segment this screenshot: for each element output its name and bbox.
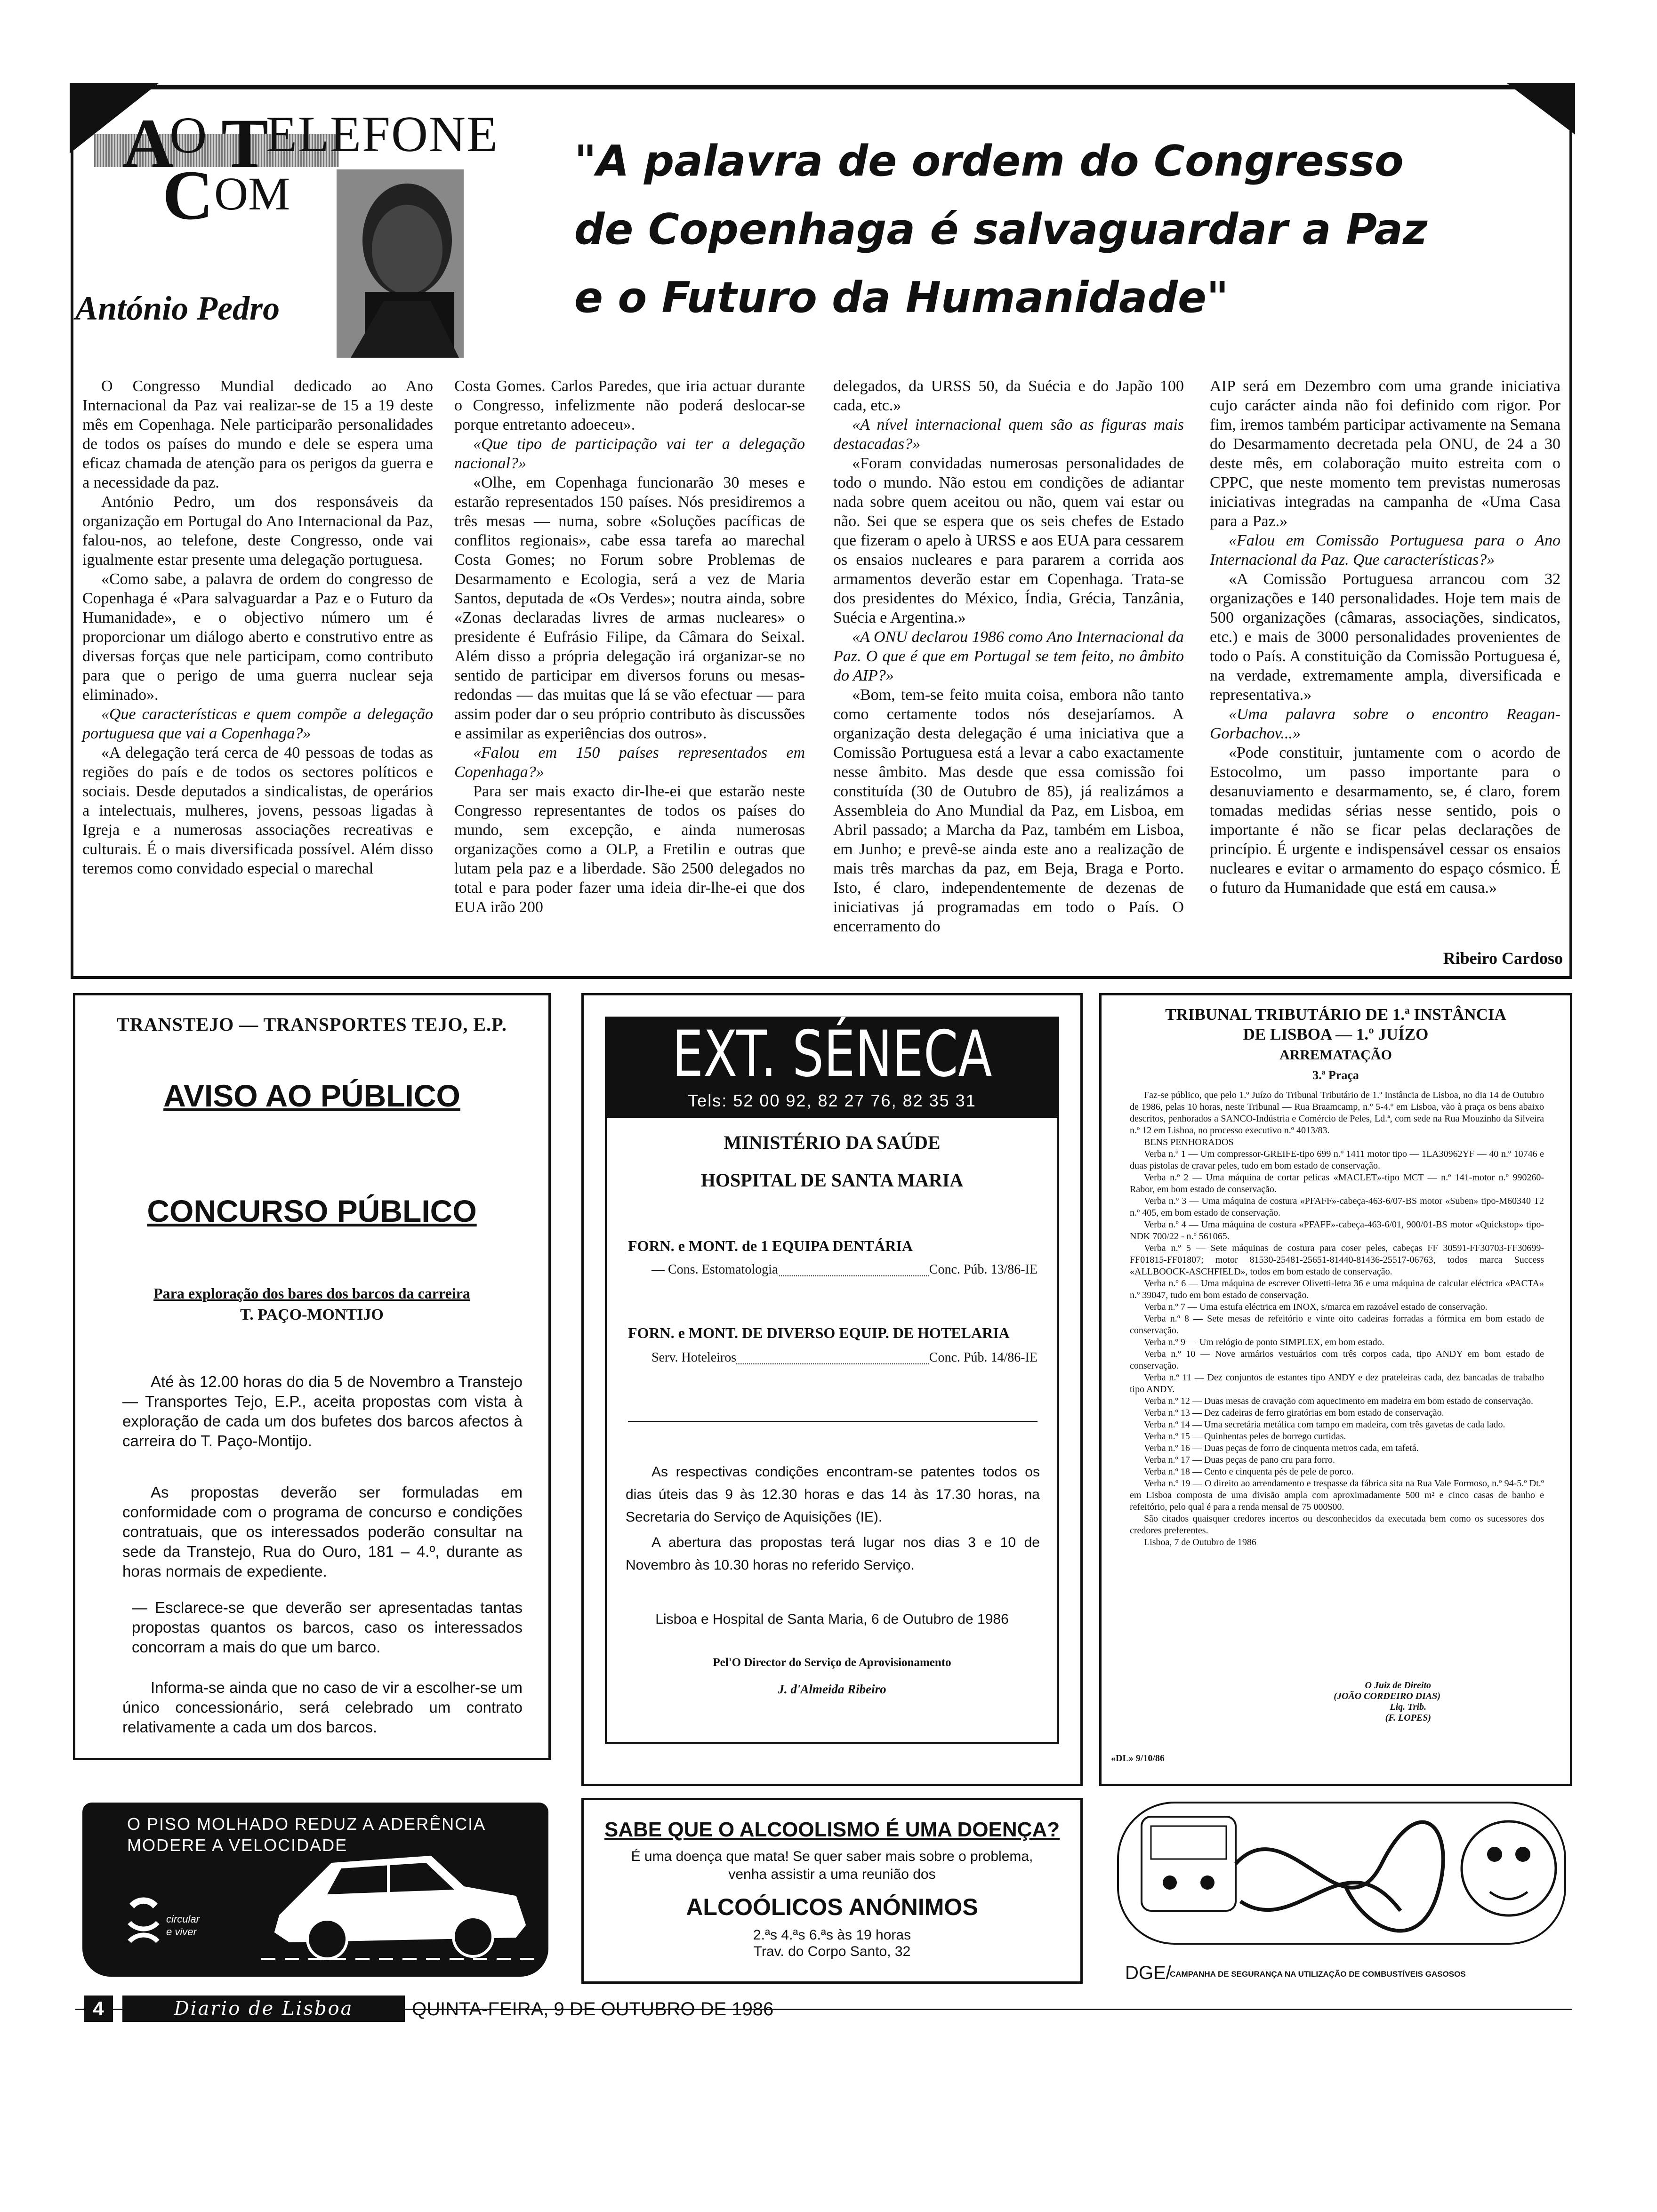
saude-item2-service: Serv. Hoteleiros: [652, 1350, 737, 1365]
gas-safety-illustration: [1099, 1798, 1572, 1953]
tribunal-ad: [1099, 993, 1572, 1786]
tribunal-body: [1130, 1090, 1544, 1548]
article-col2-paragraph: «Falou em 150 países representados em Copenhaga?»: [454, 744, 805, 781]
newspaper-name: Diario de Lisboa: [122, 1996, 405, 2022]
tribunal-paragraph: Verba n.º 16 — Duas peças de forro de cinquenta metros cada, em tafetá.: [1144, 1443, 1419, 1453]
saude-place-date: Lisboa e Hospital de Santa Maria, 6 de Outubro de 1986: [655, 1611, 1009, 1627]
tribunal-paragraph: Verba n.º 17 — Duas peças de pano cru para forro.: [1144, 1455, 1335, 1465]
tribunal-paragraph: BENS PENHORADOS: [1144, 1137, 1234, 1147]
saude-para-1: As respectivas condições encontram-se patentes todos os dias úteis das 9 às 12.30 horas e das 14 às 17.30 horas, na Secretaria do Serviço de Aquisições (IE).: [626, 1464, 1040, 1525]
tribunal-paragraph: São citados quaisquer credores incertos ou desconhecidos da executada bem como os sucessores dos credores preferentes.: [1130, 1514, 1544, 1536]
article-col4-paragraph: AIP será em Dezembro com uma grande iniciativa cujo carácter ainda não foi definido com rigor. Por fim, iremos também participar activamente na Semana do Desarmamento decretada pela ONU, de 24 a 30 deste mês, em colaboração muito estreita com o CPPC, que neste momento tem previstas numerosas iniciativas integradas na campanha de «Uma Casa para a Paz.»: [1210, 377, 1560, 530]
tribunal-paragraph: Verba n.º 11 — Dez conjuntos de estantes tipo ANDY e dez prateleiras cada, dez bancadas de trabalho tipo ANDY.: [1130, 1372, 1544, 1395]
transtejo-title-concurso: CONCURSO PÚBLICO: [147, 1194, 477, 1228]
page-number: 4: [84, 1996, 113, 2022]
article-col3-paragraph: delegados, da URSS 50, da Suécia e do Japão 100 cada, etc.»: [833, 377, 1184, 414]
article-col2-paragraph: «Que tipo de participação vai ter a delegação nacional?»: [454, 435, 805, 472]
kicker-letter-a: A: [122, 104, 174, 183]
piso-line-2: MODERE A VELOCIDADE: [127, 1835, 348, 1855]
tribunal-paragraph: Verba n.º 18 — Cento e cinquenta pés de pele de porco.: [1144, 1467, 1354, 1477]
circular-logo-icon: [125, 1894, 162, 1946]
tribunal-sig-1: O Juiz de Direito: [1365, 1680, 1431, 1691]
seneca-ad: [605, 1017, 1059, 1118]
alcool-name: ALCOÓLICOS ANÓNIMOS: [686, 1894, 978, 1920]
transtejo-ad: [73, 993, 551, 1760]
alcool-line-2: venha assistir a uma reunião dos: [728, 1867, 936, 1882]
article-signature: Ribeiro Cardoso: [1443, 949, 1563, 968]
headline: [574, 127, 1539, 332]
seneca-phones: Tels: 52 00 92, 82 27 76, 82 35 31: [688, 1091, 976, 1110]
piso-line-1: O PISO MOLHADO REDUZ A ADERÊNCIA: [127, 1814, 486, 1834]
tribunal-paragraph: Verba n.º 14 — Uma secretária metálica com tampo em madeira, com três gavetas de cada lado.: [1144, 1419, 1505, 1430]
article-top-rule: [122, 85, 1572, 89]
article-column-2: [454, 377, 805, 917]
saude-item1-service: — Cons. Estomatologia: [652, 1262, 778, 1277]
saude-signer: J. d'Almeida Ribeiro: [778, 1682, 886, 1696]
saude-hospital: HOSPITAL DE SANTA MARIA: [700, 1170, 964, 1191]
person-name: António Pedro: [75, 289, 280, 327]
tribunal-title-1: TRIBUNAL TRIBUTÁRIO DE 1.ª INSTÂNCIA: [1165, 1005, 1506, 1024]
tribunal-title-4: 3.ª Praça: [1312, 1068, 1359, 1082]
article-col4-paragraph: «Uma palavra sobre o encontro Reagan-Gorbachov...»: [1210, 705, 1560, 742]
headline-line-2: de Copenhaga é salvaguardar a Paz: [574, 205, 1428, 254]
article-column-4: [1210, 377, 1560, 898]
article-col1-paragraph: «A delegação terá cerca de 40 pessoas de todas as regiões do país e de todos os sectores políticos e sociais. Desde deputados a sindicalistas, de operários a intelectuais, mulheres, jovens, pessoas ligadas à Igreja e a numerosas associações recreativas e culturais. É o mais diversificada possível. Além disso teremos como convidado especial o marechal: [82, 744, 433, 877]
article-col4-paragraph: «A Comissão Portuguesa arrancou com 32 organizações e 140 personalidades. Hoje tem mais de 500 organizações (câmaras, associações, sindicatos, etc.) e mais de 3000 personalidades provenientes de todo o País. A constituição da Comissão Portuguesa é, na verdade, extremamente ampla, diversificada e representativa.»: [1210, 570, 1560, 704]
article-col3-paragraph: «Foram convidadas numerosas personalidades de todo o mundo. Não estou em condições de adiantar nada sobre quem aceitou ou não, quem vai estar ou não. Sei que se espera que os seis chefes de Estado que fizeram o apelo à URSS e aos EUA para cessarem os ensaios nucleares e para pararem a corrida aos armamentos deverão estar em Copenhaga. Trata-se dos presidentes do México, Índia, Grécia, Tanzânia, Suécia e Argentina.»: [833, 455, 1184, 626]
tribunal-sig-2: (JOÃO CORDEIRO DIAS): [1334, 1691, 1440, 1701]
saude-divider: [628, 1421, 1038, 1422]
article-col2-paragraph: Para ser mais exacto dir-lhe-ei que estarão neste Congresso representantes de todos os países do mundo, sem excepção, e ainda numerosas organizações como a OLP, a Fretilin e outras que lutam pela paz e a liberdade. São 2500 delegados no total e para poder fazer uma ideia dir-lhe-ei que dos EUA irão 200: [454, 783, 805, 916]
tribunal-title-3: ARREMATAÇÃO: [1279, 1047, 1392, 1063]
tribunal-paragraph: Verba n.º 15 — Quinhentas peles de borrego curtidas.: [1144, 1431, 1346, 1442]
saude-item1-line: [652, 1262, 1038, 1276]
transtejo-org: TRANSTEJO — TRANSPORTES TEJO, E.P.: [117, 1014, 507, 1035]
headline-line-1: "A palavra de ordem do Congresso: [574, 136, 1404, 186]
tribunal-paragraph: Verba n.º 10 — Nove armários vestuários com três corpos cada, tipo ANDY em bom estado de conservação.: [1130, 1349, 1544, 1371]
tribunal-sig-4: (F. LOPES): [1385, 1713, 1431, 1723]
article-col1-paragraph: «Que características e quem compõe a delegação portuguesa que vai a Copenhaga?»: [82, 705, 433, 742]
tribunal-paragraph: Verba n.º 9 — Um relógio de ponto SIMPLEX, em bom estado.: [1144, 1337, 1384, 1347]
transtejo-subtitle-1: Para exploração dos bares dos barcos da carreira: [153, 1285, 470, 1302]
kicker-letter-t: T: [221, 104, 269, 183]
dge-tagline: CAMPANHA DE SEGURANÇA NA UTILIZAÇÃO DE COMBUSTÍVEIS GASOSOS: [1170, 1970, 1466, 1979]
tribunal-paragraph: Verba n.º 2 — Uma máquina de cortar pelicas «MACLET»-tipo MCT — n.º 141-motor n.º 990260-Rabor, em bom estado de conservação.: [1130, 1172, 1544, 1194]
seneca-name: EXT. SÉNECA: [672, 1017, 992, 1091]
tribunal-paragraph: Verba n.º 5 — Sete máquinas de costura para coser peles, cabeças FF 30591-FF30703-FF30699-FF01815-FF01807; motor 81530-25481-25651-81440-81436-25517-06763, todos marca Success «ALLBOOCK-ASCHFIELD», todos em bom estado de conservação.: [1130, 1243, 1544, 1277]
article-column-1: [82, 377, 433, 878]
portrait-photo: [337, 169, 464, 358]
article-col3-paragraph: «Bom, tem-se feito muita coisa, embora não tanto como certamente todos nós desejaríamos. A organização desta delegação é uma iniciativa que a Comissão Portuguesa está a levar a cabo exactamente nesse âmbito. Mas desde que essa comissão foi constituída (30 de Outubro de 85), já realizámos a Assembleia do Ano Mundial da Paz, em Lisboa, em Abril passado; a Marcha da Paz, também em Lisboa, em Junho; e prevê-se ainda este ano a realização de mais três marchas da paz, em Beja, Braga e Porto. Isto, é claro, independentemente de dezenas de iniciativas já programadas em todo o País. O encerramento do: [833, 686, 1184, 935]
article-col2-paragraph: «Olhe, em Copenhaga funcionarão 30 meses e estarão representados 150 países. Nós presidiremos a três mesas — numa, sobre «Soluções pacíficas de conflitos regionais», cabe essa tarefa ao marechal Costa Gomes; no Forum sobre Problemas de Desarmamento e Ecologia, será a vez de Maria Santos, deputada de «Os Verdes»; noutra ainda, sobre «Zonas declaradas livres de armas nucleares» o presidente é Eufrásio Filipe, da Câmara do Seixal. Além disso a própria delegação irá organizar-se no sentido de participar em diversos foruns ou mesas-redondas — das muitas que lá se vão efectuar — para assim poder dar o seu próprio contributo às discussões e assimilar as experiências dos outros».: [454, 474, 805, 742]
saude-item1-ref: Conc. Púb. 13/86-IE: [929, 1262, 1038, 1277]
article-col1-paragraph: António Pedro, um dos responsáveis da organização em Portugal do Ano Internacional da Paz, falou-nos, ao telefone, deste Congresso, onde vai igualmente estar presente uma delegação portuguesa.: [82, 493, 433, 569]
transtejo-para-4: Informa-se ainda que no caso de vir a escolher-se um único concessionário, será celebrado um contrato relativamente a cada um dos barcos.: [122, 1679, 523, 1736]
kicker-letter-o: O: [169, 106, 207, 164]
tribunal-paragraph: Lisboa, 7 de Outubro de 1986: [1144, 1537, 1256, 1547]
transtejo-para-3: — Esclarece-se que deverão ser apresentadas tantas propostas quantos os barcos, caso os interessados concorram a mais do que um barco.: [132, 1599, 523, 1656]
article-col1-paragraph: «Como sabe, a palavra de ordem do congresso de Copenhaga é «Para salvaguardar a Paz e o Futuro da Humanidade», e o objectivo número um é proporcionar um diálogo aberto e construtivo entre as diversas forças que nele participam, como contributo para que o perigo de uma guerra nuclear seja eliminado».: [82, 570, 433, 704]
tribunal-sig-3: Liq. Trib.: [1390, 1702, 1426, 1712]
piso-molhado-ad: [82, 1803, 548, 1977]
dge-brand: DGE/: [1125, 1963, 1171, 1983]
saude-signed-by: Pel'O Director do Serviço de Aprovisionamento: [713, 1656, 951, 1669]
kicker-letter-c: C: [162, 156, 214, 234]
saude-ad: [605, 1111, 1059, 1744]
saude-para-2: A abertura das propostas terá lugar nos dias 3 e 10 de Novembro às 10.30 horas no referido Serviço.: [626, 1535, 1040, 1573]
saude-ministry: MINISTÉRIO DA SAÚDE: [724, 1132, 941, 1153]
tribunal-paragraph: Verba n.º 3 — Uma máquina de costura «PFAFF»-cabeça-463-6/07-BS motor «Suben» tipo-M60340 T2 n.º 405, em bom estado de conservação.: [1130, 1196, 1544, 1218]
circular-logo-text-2: e viver: [166, 1926, 197, 1938]
tribunal-ref: «DL» 9/10/86: [1111, 1753, 1165, 1763]
alcool-line-1: É uma doença que mata! Se quer saber mais sobre o problema,: [631, 1849, 1033, 1864]
article-col3-paragraph: «A nível internacional quem são as figuras mais destacadas?»: [833, 416, 1184, 453]
transtejo-para-1: Até às 12.00 horas do dia 5 de Novembro a Transtejo — Transportes Tejo, E.P., aceita propostas com vista à exploração de cada um dos bufetes dos barcos afectos à carreira do T. Paço-Montijo.: [122, 1373, 523, 1450]
transtejo-para-2: As propostas deverão ser formuladas em conformidade com o programa de concurso e condições contratuais, que os interessados poderão consultar na sede da Transtejo, Rua do Ouro, 181 – 4.º, durante as horas normais de expediente.: [122, 1483, 523, 1580]
alcool-address: Trav. do Corpo Santo, 32: [753, 1944, 911, 1959]
transtejo-subtitle-2: T. PAÇO-MONTIJO: [240, 1306, 384, 1323]
alcool-title: SABE QUE O ALCOOLISMO É UMA DOENÇA?: [604, 1818, 1060, 1841]
saude-item2-ref: Conc. Púb. 14/86-IE: [929, 1350, 1038, 1365]
issue-date: QUINTA-FEIRA, 9 DE OUTUBRO DE 1986: [412, 1999, 774, 2020]
article-col3-paragraph: «A ONU declarou 1986 como Ano Internacional da Paz. O que é que em Portugal se tem feito, no âmbito do AIP?»: [833, 628, 1184, 684]
article-col2-paragraph: Costa Gomes. Carlos Paredes, que iria actuar durante o Congresso, infelizmente não poderá deslocar-se porque entretanto adoeceu».: [454, 377, 805, 433]
tribunal-paragraph: Verba n.º 1 — Um compressor-GREIFE-tipo 699 n.º 1411 motor tipo — 1LA30962YF — 40 n.º 10746 e duas pistolas de cravar peles, tudo em bom estado de conservação.: [1130, 1149, 1544, 1171]
tribunal-paragraph: Verba n.º 6 — Uma máquina de escrever Olivetti-letra 36 e uma máquina de calcular eléctrica «PACTA» n.º 39047, tudo em bom estado de conservação.: [1130, 1278, 1544, 1300]
tribunal-title-2: DE LISBOA — 1.º JUÍZO: [1243, 1025, 1429, 1043]
tribunal-paragraph: Verba n.º 4 — Uma máquina de costura «PFAFF»-cabeça-463-6/01, 900/01-BS motor «Quickstop» tipo-NDK 700/22 - n.º 561065.: [1130, 1219, 1544, 1242]
car-illustration: [261, 1835, 539, 1963]
tribunal-paragraph: Verba n.º 12 — Duas mesas de cravação com aquecimento em madeira em bom estado de conservação.: [1144, 1396, 1533, 1406]
kicker-word-om: OM: [214, 168, 290, 220]
tribunal-paragraph: Verba n.º 8 — Sete mesas de refeitório e vinte oito cadeiras forradas a fórmica em bom estado de conservação.: [1130, 1314, 1544, 1336]
tribunal-paragraph: Faz-se público, que pelo 1.º Juízo do Tribunal Tributário de 1.ª Instância de Lisboa, no dia 14 de Outubro de 1986, pelas 10 horas, neste Tribunal — Rua Braamcamp, n.º 5-4.º em Lisboa, vão à praça os bens abaixo descritos, penhorados a SANCO-Indústria e Comércio de Peles, Ld.ª, com sede na Rua Mouzinho da Silveira n.º 12 em Lisboa, no processo executivo n.º 4013/83.: [1130, 1090, 1544, 1136]
article-col1-paragraph: O Congresso Mundial dedicado ao Ano Internacional da Paz vai realizar-se de 15 a 19 deste mês em Copenhaga. Nele participarão personalidades de todos os países do mundo e dele se espera uma eficaz chamada de atenção para os perigos da guerra e a necessidade da paz.: [82, 377, 433, 491]
dge-ad: [1099, 1798, 1572, 1996]
tribunal-paragraph: Verba n.º 13 — Dez cadeiras de ferro giratórias em bom estado de conservação.: [1144, 1408, 1444, 1418]
alcool-days: 2.ªs 4.ªs 6.ªs às 19 horas: [753, 1927, 911, 1943]
article-col4-paragraph: «Falou em Comissão Portuguesa para o Ano Internacional da Paz. Que características?»: [1210, 532, 1560, 569]
alcoolismo-ad: [581, 1798, 1083, 1984]
circular-logo-text-1: circular: [166, 1913, 200, 1925]
article-column-3: [833, 377, 1184, 936]
kicker-word-elefone: ELEFONE: [266, 106, 499, 162]
article-col4-paragraph: «Pode constituir, juntamente com o acordo de Estocolmo, um passo importante para o desanuviamento e desarmamento, se, é claro, forem tomadas medidas sérias nesse sentido, pois o importante é não se ficar pelas declarações de princípio. É urgente e indispensável cessar os ensaios nucleares e evitar o armamento do espaço cósmico. É o futuro da Humanidade que está em causa.»: [1210, 744, 1560, 897]
saude-item2-line: [652, 1350, 1038, 1364]
headline-line-3: e o Futuro da Humanidade": [574, 273, 1229, 322]
transtejo-title-aviso: AVISO AO PÚBLICO: [163, 1078, 460, 1113]
tribunal-paragraph: Verba n.º 19 — O direito ao arrendamento e trespasse da fábrica sita na Rua Vale Formoso, n.º 94-5.º Dt.º em Lisboa composta de uma divisão ampla com aproximadamente 500 m² e cinco casas de banho e refeitório, pelo qual é para a renda mensal de 75 000$00.: [1130, 1478, 1544, 1512]
tribunal-paragraph: Verba n.º 7 — Uma estufa eléctrica em INOX, s/marca em razoável estado de conservação.: [1144, 1302, 1488, 1312]
saude-item1-title: FORN. e MONT. de 1 EQUIPA DENTÁRIA: [628, 1237, 913, 1254]
saude-item2-title: FORN. e MONT. DE DIVERSO EQUIP. DE HOTELARIA: [628, 1324, 1010, 1341]
